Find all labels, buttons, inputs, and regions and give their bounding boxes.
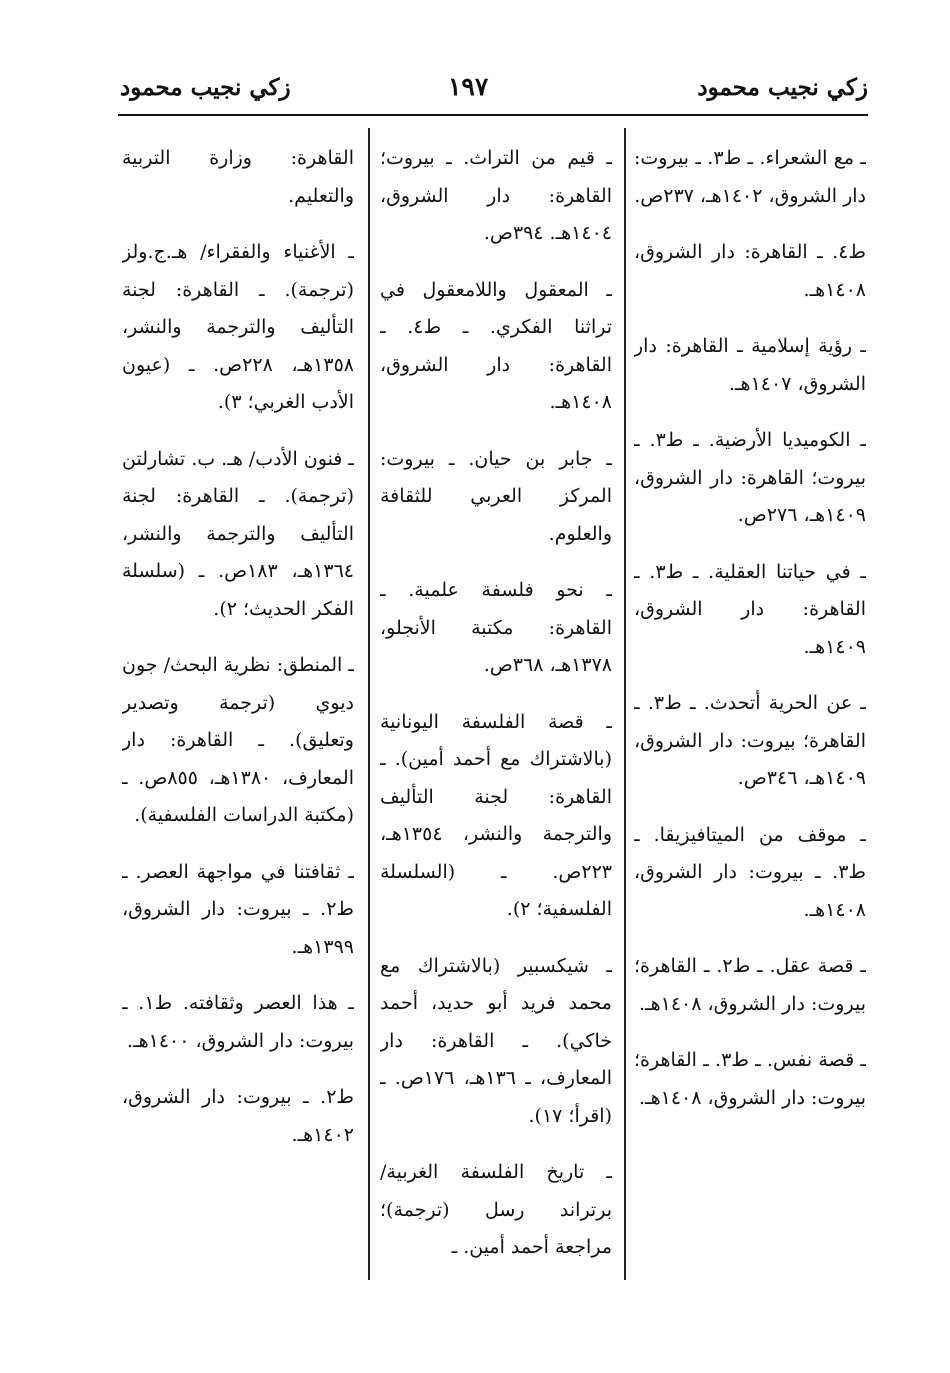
bibliography-entry: ـ مع الشعراء. ـ ط٣. ـ بيروت: دار الشروق، ١٤٠٢هـ، ٢٣٧ص. — [634, 147, 866, 207]
bibliography-entry: ـ رؤية إسلامية ـ القاهرة: دار الشروق، ١٤٠٧هـ. — [634, 335, 866, 395]
bibliography-entry: القاهرة: وزارة التربية والتعليم. — [122, 147, 354, 207]
bibliography-entry: ـ نحو فلسفة علمية. ـ القاهرة: مكتبة الأنجلو، ١٣٧٨هـ، ٣٦٨ص. — [380, 579, 612, 676]
column-divider-right — [624, 128, 626, 1280]
bibliography-entry: ـ قصة نفس. ـ ط٣. ـ القاهرة؛ بيروت: دار الشروق، ١٤٠٨هـ. — [634, 1049, 866, 1109]
column-middle — [380, 140, 612, 1286]
bibliography-entry: ـ الأغنياء والفقراء/ هـ.ج.ولز (ترجمة). ـ القاهرة: لجنة التأليف والترجمة والنشر، ١٣٥٨هـ، ٢٢٨ص. ـ (عيون الأدب الغربي؛ ٣). — [122, 241, 354, 413]
column-right — [634, 140, 866, 1136]
bibliography-entry: ـ هذا العصر وثقافته. ط١. ـ بيروت: دار الشروق، ١٤٠٠هـ. — [122, 992, 354, 1052]
bibliography-entry: ـ المعقول واللامعقول في تراثنا الفكري. ـ ط٤. ـ القاهرة: دار الشروق، ١٤٠٨هـ. — [380, 278, 612, 413]
bibliography-entry: ـ قيم من التراث. ـ بيروت؛ القاهرة: دار الشروق، ١٤٠٤هـ. ٣٩٤ص. — [380, 147, 612, 244]
bibliography-entry: ـ الكوميديا الأرضية. ـ ط٣. ـ بيروت؛ القاهرة: دار الشروق، ١٤٠٩هـ، ٢٧٦ص. — [634, 429, 866, 526]
header-rule — [118, 114, 868, 116]
bibliography-entry: ـ موقف من الميتافيزيقا. ـ ط٣. ـ بيروت: دار الشروق، ١٤٠٨هـ. — [634, 823, 866, 921]
column-divider-left — [368, 128, 370, 1280]
bibliography-entry: ـ في حياتنا العقلية. ـ ط٣. ـ القاهرة: دار الشروق، ١٤٠٩هـ. — [634, 560, 866, 658]
bibliography-entry: ـ المنطق: نظرية البحث/ جون ديوي (ترجمة وتصدير وتعليق). ـ القاهرة: دار المعارف، ١٣٨٠هـ، ٨٥٥ص. ـ (مكتبة الدراسات الفلسفية). — [122, 654, 354, 826]
bibliography-entry: ط٢. ـ بيروت: دار الشروق، ١٤٠٢هـ. — [122, 1086, 354, 1146]
bibliography-entry: ط٤. ـ القاهرة: دار الشروق، ١٤٠٨هـ. — [634, 241, 866, 301]
bibliography-entry: ـ تاريخ الفلسفة الغربية/ برتراند رسل (ترجمة)؛ مراجعة أحمد أمين. ـ — [380, 1161, 612, 1258]
running-header-title-left: زكي نجيب محمود — [120, 74, 291, 101]
bibliography-entry: ـ جابر بن حيان. ـ بيروت: المركز العربي للثقافة والعلوم. — [380, 447, 612, 545]
bibliography-entry: ـ عن الحرية أتحدث. ـ ط٣. ـ القاهرة؛ بيروت: دار الشروق، ١٤٠٩هـ، ٣٤٦ص. — [634, 692, 866, 789]
bibliography-entry: ـ شيكسبير (بالاشتراك مع محمد فريد أبو حديد، أحمد خاكي). ـ القاهرة: دار المعارف، ـ ١٣٦هـ، ١٧٦ص. ـ (اقرأ؛ ١٧). — [380, 954, 612, 1127]
bibliography-entry: ـ فنون الأدب/ هـ. ب. تشارلتن (ترجمة). ـ القاهرة: لجنة التأليف والترجمة والنشر، ١٣٦٤هـ، ١٨٣ص. ـ (سلسلة الفكر الحديث؛ ٢). — [122, 447, 354, 620]
bibliography-entry: ـ ثقافتنا في مواجهة العصر. ـ ط٢. ـ بيروت: دار الشروق، ١٣٩٩هـ. — [122, 860, 354, 958]
running-header-title-right: زكي نجيب محمود — [697, 74, 868, 101]
bibliography-entry: ـ قصة الفلسفة اليونانية (بالاشتراك مع أحمد أمين). ـ القاهرة: لجنة التأليف والترجمة والنشر، ١٣٥٤هـ، ٢٢٣ص. ـ (السلسلة الفلسفية؛ ٢). — [380, 710, 612, 920]
column-left — [122, 140, 354, 1173]
page-number: ١٩٧ — [448, 72, 489, 101]
bibliography-entry: ـ قصة عقل. ـ ط٢. ـ القاهرة؛ بيروت: دار الشروق، ١٤٠٨هـ. — [634, 955, 866, 1015]
